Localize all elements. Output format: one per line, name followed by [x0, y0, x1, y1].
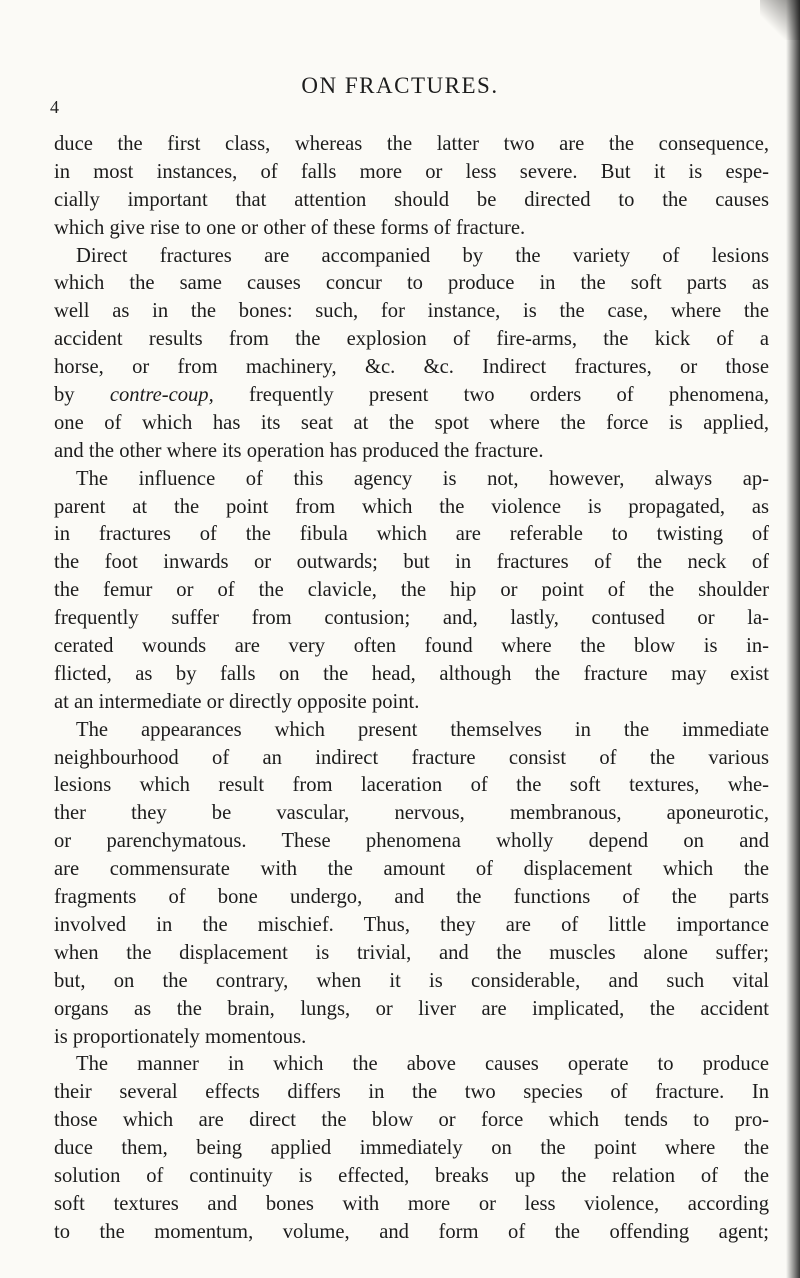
text-line: but, on the contrary, when it is considerable, and such vital: [54, 969, 769, 992]
text-line: which the same causes concur to produce in the soft parts as: [54, 272, 769, 295]
text-line: in most instances, of falls more or less severe. But it is espe-: [54, 160, 769, 183]
text-line: at an intermediate or directly opposite point.: [54, 690, 420, 713]
text-line: in fractures of the fibula which are referable to twisting of: [54, 523, 769, 546]
text-line: accident results from the explosion of fire-arms, the kick of a: [54, 328, 769, 351]
text-line: or parenchymatous. These phenomena wholly depend on and: [54, 830, 769, 853]
text-line: ther they be vascular, nervous, membranous, aponeurotic,: [54, 802, 769, 825]
text-line: their several effects differs in the two species of fracture. In: [54, 1081, 769, 1104]
text-line: well as in the bones: such, for instance, is the case, where the: [54, 300, 769, 323]
text-line: those which are direct the blow or force which tends to pro-: [54, 1109, 769, 1132]
text-line: flicted, as by falls on the head, although the fracture may exist: [54, 662, 769, 685]
text-line: is proportionately momentous.: [54, 1025, 307, 1048]
text-line: Direct fractures are accompanied by the variety of lesions: [76, 244, 769, 267]
text-line: The manner in which the above causes operate to produce: [76, 1053, 769, 1076]
text-line: duce the first class, whereas the latter two are the consequence,: [54, 133, 769, 155]
text-line: cerated wounds are very often found where the blow is in-: [54, 635, 769, 658]
text-line: which give rise to one or other of these forms of fracture.: [54, 216, 526, 239]
text-line: solution of continuity is effected, breaks up the relation of the: [54, 1164, 769, 1187]
body-text: [54, 131, 769, 1247]
text-line: The appearances which present themselves in the immediate: [76, 718, 769, 741]
running-head: ON FRACTURES.: [301, 73, 499, 98]
text-line: and the other where its operation has produced the fracture.: [54, 439, 544, 462]
text-line: frequently suffer from contusion; and, lastly, contused or la-: [54, 607, 769, 630]
text-line: soft textures and bones with more or less violence, according: [54, 1192, 769, 1215]
text-line: one of which has its seat at the spot where the force is applied,: [54, 411, 769, 434]
text-line: to the momentum, volume, and form of the offending agent;: [54, 1220, 769, 1243]
text-fragment: frequently present two orders of phenomena,: [213, 384, 769, 407]
text-fragment: by: [54, 384, 110, 407]
page-edge-shadow: [786, 0, 800, 1278]
text-line: are commensurate with the amount of displacement which the: [54, 858, 769, 881]
text-line: organs as the brain, lungs, or liver are implicated, the accident: [54, 997, 769, 1020]
text-line: cially important that attention should be directed to the causes: [54, 188, 769, 211]
text-line: parent at the point from which the violence is propagated, as: [54, 495, 769, 518]
text-line: the femur or of the clavicle, the hip or point of the shoulder: [54, 579, 769, 602]
text-line: horse, or from machinery, &c. &c. Indirect fractures, or those: [54, 356, 769, 379]
text-line: [54, 382, 769, 410]
text-line: involved in the mischief. Thus, they are of little importance: [54, 913, 769, 936]
text-line: lesions which result from laceration of the soft textures, whe-: [54, 774, 769, 797]
page-number: 4: [50, 97, 59, 117]
text-line: fragments of bone undergo, and the functions of the parts: [54, 886, 769, 909]
text-line: the foot inwards or outwards; but in fractures of the neck of: [54, 551, 769, 574]
text-line: when the displacement is trivial, and the muscles alone suffer;: [54, 941, 769, 964]
text-line: duce them, being applied immediately on the point where the: [54, 1137, 769, 1160]
italic-term: contre-coup,: [109, 384, 214, 407]
text-line: neighbourhood of an indirect fracture consist of the various: [54, 746, 769, 769]
text-line: The influence of this agency is not, however, always ap-: [76, 467, 769, 490]
